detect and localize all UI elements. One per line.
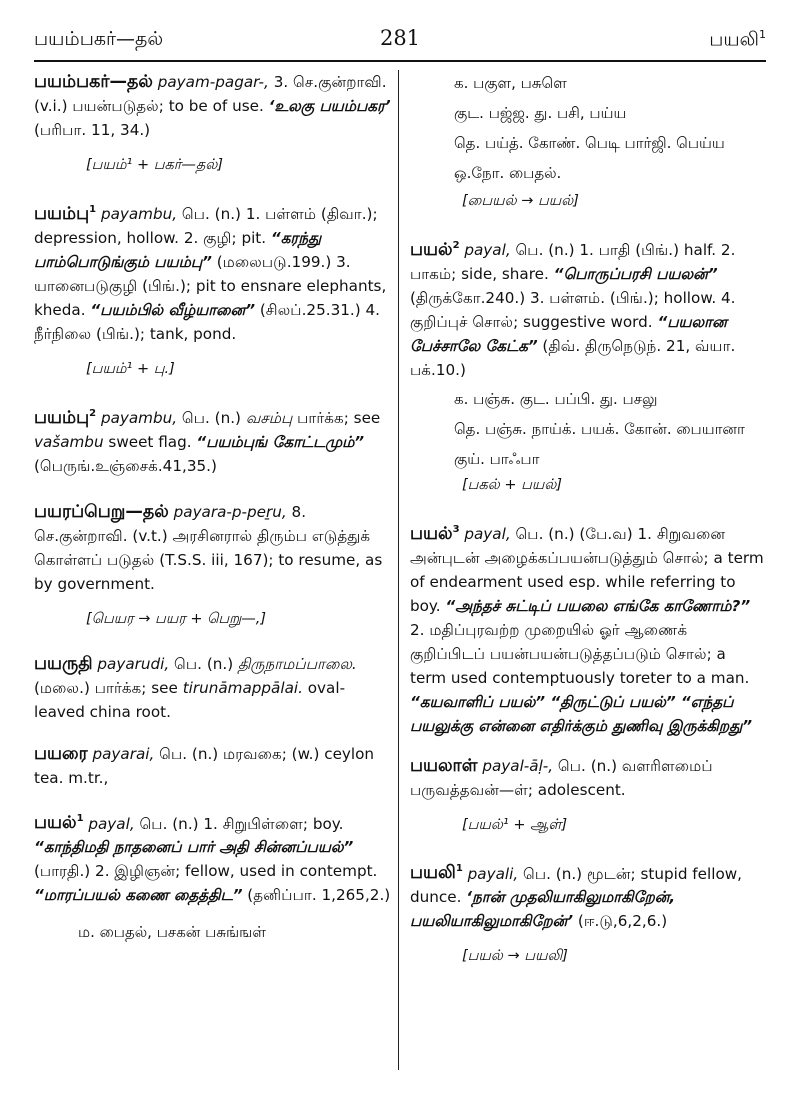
cognates: ஒ.நோ. பைதல். [454, 164, 562, 182]
left-column [34, 70, 394, 1100]
etymology: [பகல் + பயல்] [462, 476, 563, 493]
columns [34, 70, 766, 1100]
entry-payarai: பயரை payarai, பெ. (n.) மரவகை; (w.) ceylon tea. m.tr., [34, 743, 375, 787]
entry-payali-1: பயலி$^1$ payali, பெ. (n.) மூடன்; stupid fellow, dunce. ‘நான் முதலியாகிலுமாகிறேன், பயலியாகிலுமாகிறேன்’ (ஈ.டு,6,2,6.) [410, 863, 742, 931]
cognates: க. பஞ்சு. குட. பப்பி. து. பசலு [454, 389, 658, 408]
header-left-guideword: பயம்பகர்—தல் [34, 28, 164, 50]
cognates: க. பகுள, பசுளெ [454, 74, 567, 92]
cognates: தெ. பஞ்சு. நாய்க். பயக். கோன். பையானா [454, 419, 745, 438]
entry-payarudi: பயருதி payarudi, பெ. (n.) திருநாமப்பாலை. (மலை.) பார்க்க; see tirunāmappālai. oval-leaved china root. [34, 653, 357, 721]
cognates: தெ. பய்த். கோண். பெடி பார்ஜி. பெய்ய [454, 134, 725, 152]
right-column [406, 70, 766, 1100]
etymology: [பயல் → பயலி] [462, 948, 568, 965]
entry-payalal: பயலாள் payal-āḷ-, பெ. (n.) வளரிளமைப் பருவத்தவன்—ள்; adolescent. [410, 755, 713, 799]
etymology: [பையல் → பயல்] [462, 193, 579, 209]
entry-payal-3: பயல்$^3$ payal, பெ. (n.) (பே.வ) 1. சிறுவனை அன்புடன் அழைக்கப்பயன்படுத்தும் சொல்; a term of endearment used esp. while referring to boy. “அந்தச் சுட்டிப் பயலை எங்கே காணோம்?” 2. மதிப்புரவற்ற முறையில் ஓர் ஆணைக் குறிப்பிடப் பயன்பயன்படுத்தப்படும் சொல்; a term used contemptuously toreter to a man. “கயவாளிப் பயல்” “திருட்டுப் பயல்” “எந்தப் பயலுக்கு என்னை எதிர்க்கும் துணிவு இருக்கிறது” [410, 523, 764, 735]
entry-payambu-2: பயம்பு$^2$ payambu, பெ. (n.) வசம்பு பார்க்க; see vašambu sweet flag. “பயம்புங் கோட்டமும்” (பெருங்.உஞ்சைக்.41,35.) [34, 407, 381, 475]
page-header [34, 24, 766, 62]
entry-payal-1: பயல்$^1$ payal, பெ. (n.) 1. சிறுபிள்ளை; boy. “காந்திமதி நாதனைப் பார் அதி சின்னப்பயல்” (பாரதி.) 2. இழிஞன்; fellow, used in contempt. “மாரப்பயல் கணை தைத்திட” (தனிப்பா. 1,265,2.) [34, 813, 391, 905]
cognates: ம. பைதல், பசகன் பசுங்ஙள் [78, 923, 266, 942]
etymology: [பயம்¹ + பு.] [86, 360, 175, 377]
etymology: [பெயர → பயர + பெறு—,] [86, 610, 267, 627]
entry-payambu-1: பயம்பு$^1$ payambu, பெ. (n.) 1. பள்ளம் (திவா.); depression, hollow. 2. குழி; pit. “கரந்து பாம்பொடுங்கும் பயம்பு” (மலைபடு.199.) 3. யானைபடுகுழி (பிங்.); pit to ensnare elephants, kheda. “பயம்பில் வீழ்யானை” (சிலப்.25.31.) 4. நீர்நிலை (பிங்.); tank, pond. [34, 203, 387, 343]
etymology: [பயல்¹ + ஆள்] [462, 816, 568, 833]
column-divider [398, 70, 399, 1070]
entry-payam-pagar: பயம்பகர்—தல் payam-pagar-, 3. செ.குன்றாவி. (v.i.) பயன்படுதல்; to be of use. ‘உலகு பயம்பகர’ (பரிபா. 11, 34.) [34, 72, 391, 139]
entry-payal-2: பயல்$^2$ payal, பெ. (n.) 1. பாதி (பிங்.) half. 2. பாகம்; side, share. “பொருப்பரசி பயலன்” (திருக்கோ.240.) 3. பள்ளம். (பிங்.); hollow. 4. குறிப்புச் சொல்; suggestive word. “பயலான பேச்சாலே கேட்க” (திவ். திருநெடுந். 21, வ்யா. பக்.10.) [410, 239, 736, 379]
cognates: குட. பஜ்ஜ. து. பசி, பய்ய [454, 104, 627, 122]
entry-payarapperu: பயரப்பெறு—தல் payara-p-peṟu, 8. செ.குன்றாவி. (v.t.) அரசினரால் திரும்ப எடுத்துக் கொள்ளப் படுதல் (T.S.S. iii, 167); to resume, as by government. [34, 501, 383, 593]
cognates: குய். பாஃபா [454, 449, 540, 468]
header-right-guideword: பயலி$^1$ [709, 28, 766, 51]
etymology: [பயம்¹ + பகர்—தல்] [86, 157, 224, 173]
page-number: 281 [379, 26, 421, 50]
